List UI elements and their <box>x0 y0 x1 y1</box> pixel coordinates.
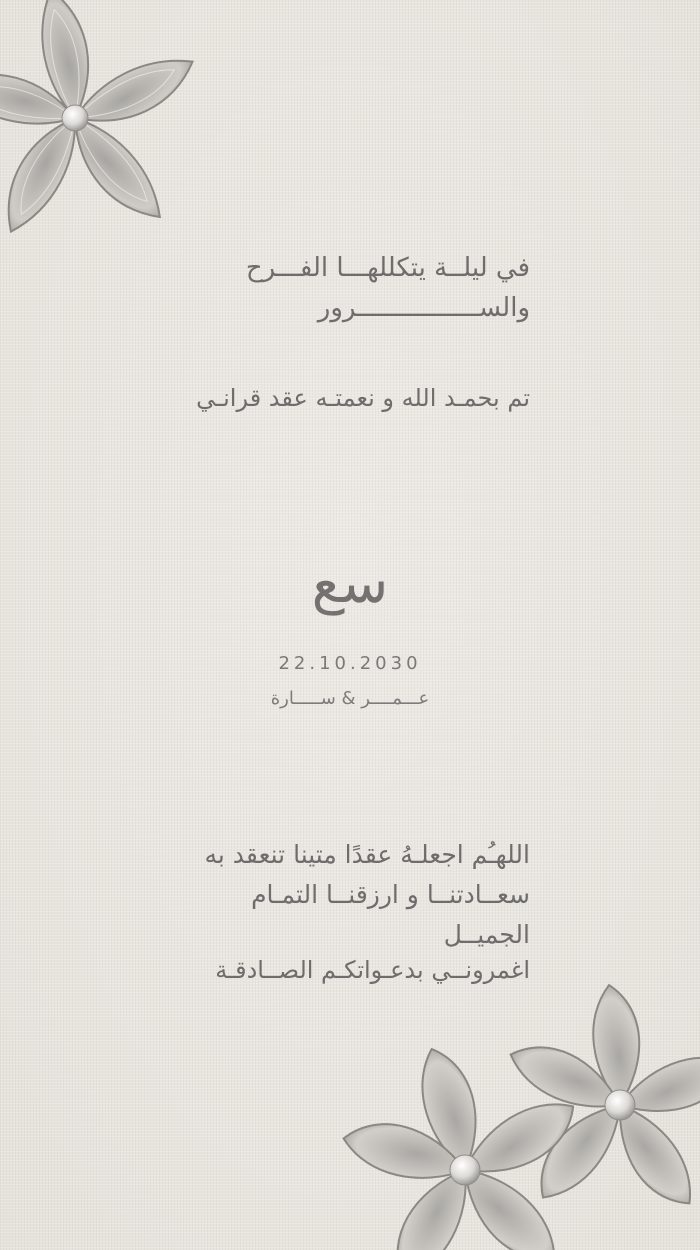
silver-flower-icon <box>0 0 210 240</box>
prayer-text <box>170 835 530 955</box>
contract-line: تم بحمـد الله و نعمتـه عقد قرانـي <box>196 384 530 412</box>
monogram-text: سع <box>311 551 389 616</box>
contract-announcement <box>170 380 530 416</box>
event-date: 22.10.2030 <box>278 653 422 674</box>
intro-text <box>170 248 530 328</box>
couple-names: عـــمــــر & ســـــارة <box>270 688 430 709</box>
silver-flower-cluster-icon <box>310 980 700 1250</box>
intro-line-2: والســــــــــــــــرور <box>317 293 530 323</box>
monogram-logo <box>300 530 400 630</box>
prayer-line-1: اللهـُم اجعلـهُ عقدًا متينا تنعقد به <box>204 840 530 869</box>
prayer-line-2: سعــادتنــا و ارزقنــا التمـام الجميــل <box>251 880 530 949</box>
request-line: اغمرونــي بدعـواتكـم الصــادقـة <box>215 956 530 984</box>
intro-line-1: في ليلــة يتكللهـــا الفـــرح <box>245 253 530 283</box>
